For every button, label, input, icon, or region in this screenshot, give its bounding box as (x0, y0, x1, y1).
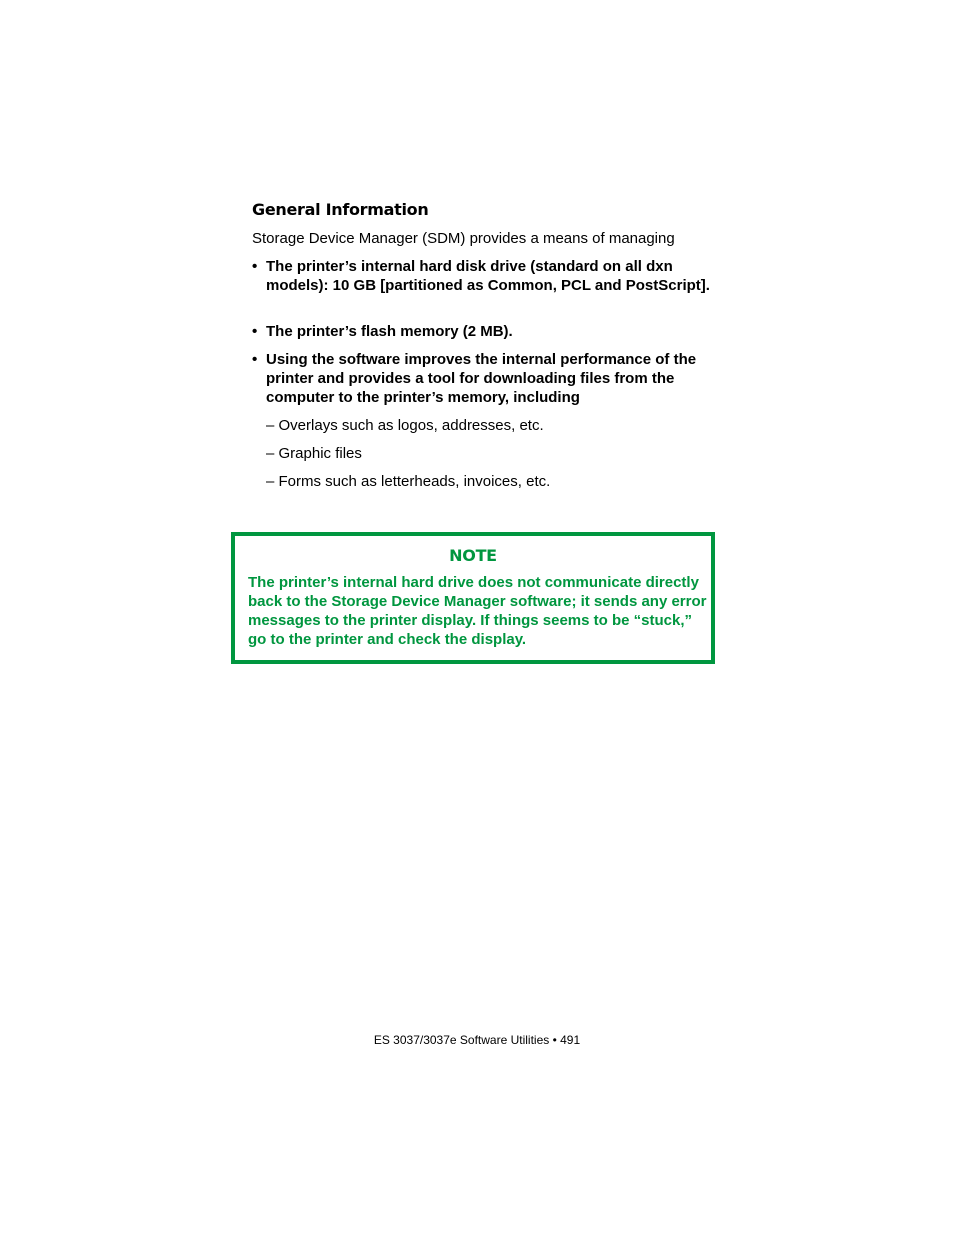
bullet-text: Using the software improves the internal performance of the printer and provides a tool for downloading files from the computer to the printer’s memory, including (266, 351, 697, 406)
bullet-item-hard-disk (252, 257, 722, 295)
bullet-item-software (252, 350, 722, 407)
note-text: The printer’s internal hard drive does not communicate directly back to the Storage Device Manager software; it sends any error messages to the printer display. If things seems to be “stuck,” go to the printer and check the display. (248, 574, 707, 648)
bullet-dot: • (252, 351, 258, 368)
sub-item-graphic-files: – Graphic files (266, 445, 362, 462)
bullet-dot: • (252, 323, 258, 340)
intro-paragraph: Storage Device Manager (SDM) provides a means of managing (252, 230, 675, 247)
section-heading: General Information (252, 200, 429, 219)
bullet-text: The printer’s internal hard disk drive (standard on all dxn models): 10 GB [partitioned as Common, PCL and PostScript]. (266, 258, 710, 294)
bullet-dot: • (252, 258, 258, 275)
bullet-text: The printer’s flash memory (2 MB). (266, 323, 513, 340)
page-footer: ES 3037/3037e Software Utilities • 491 (373, 1033, 581, 1047)
sub-item-overlays: – Overlays such as logos, addresses, etc. (266, 417, 544, 434)
sub-item-forms: – Forms such as letterheads, invoices, etc. (266, 473, 551, 490)
note-title: NOTE (449, 546, 497, 565)
note-box (231, 532, 715, 664)
bullet-item-flash-memory (252, 322, 722, 341)
